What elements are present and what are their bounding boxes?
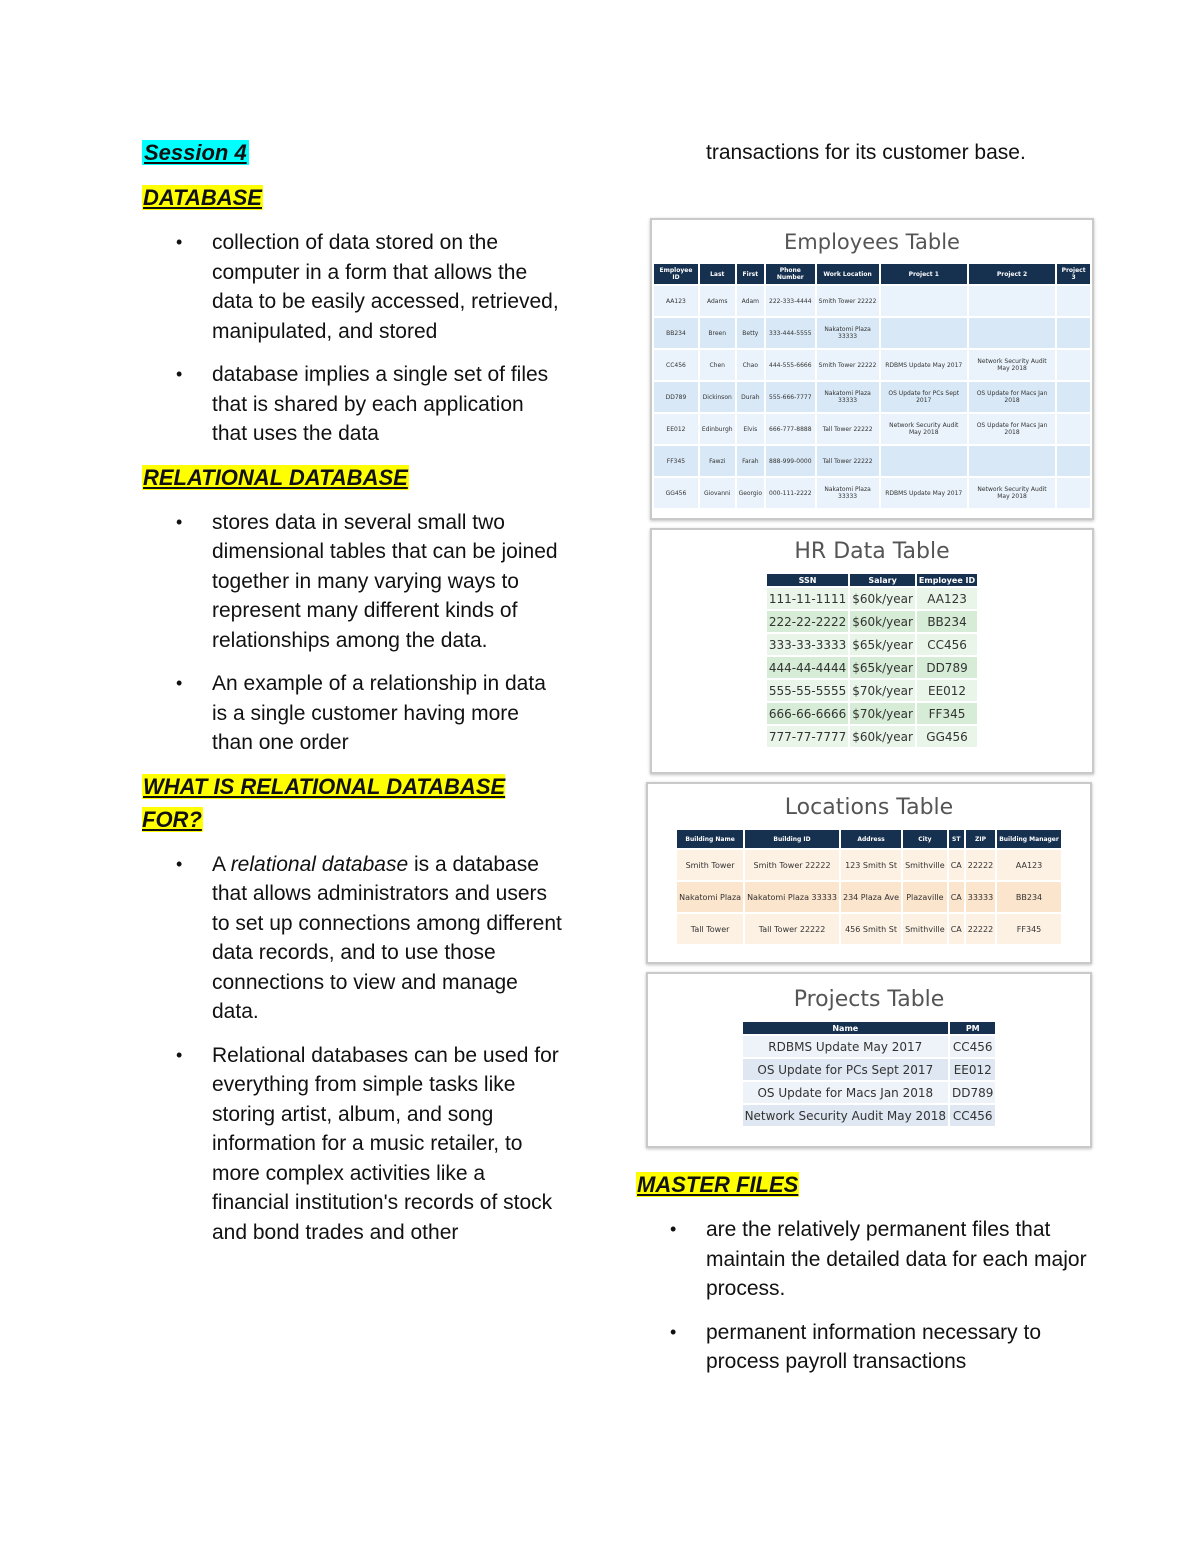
table-cell: 444-555-6666 xyxy=(766,350,814,380)
table-cell: $65k/year xyxy=(850,657,915,678)
figure-title: Projects Table xyxy=(793,987,945,1012)
figure-title: Employees Table xyxy=(784,230,960,254)
table-cell xyxy=(969,286,1055,316)
table-cell: 666-777-8888 xyxy=(766,414,814,444)
table-cell: $65k/year xyxy=(850,634,915,655)
table-cell xyxy=(881,318,967,348)
table-cell: 234 Plaza Ave xyxy=(841,882,901,912)
table-cell: 222-22-2222 xyxy=(767,611,848,632)
table-cell xyxy=(969,446,1055,476)
column-header: ST xyxy=(949,830,964,848)
table-cell: DD789 xyxy=(917,657,977,678)
table-cell: RDBMS Update May 2017 xyxy=(881,478,967,508)
table-cell: AA123 xyxy=(654,286,698,316)
table-cell: 123 Smith St xyxy=(841,850,901,880)
table-cell xyxy=(881,286,967,316)
table-row xyxy=(654,286,1090,316)
table-row xyxy=(654,382,1090,412)
table-row xyxy=(677,914,1061,944)
table-cell: 222-333-4444 xyxy=(766,286,814,316)
table-cell: Fawzi xyxy=(700,446,735,476)
table-cell: $60k/year xyxy=(850,588,915,609)
table-cell: Smithville xyxy=(903,914,947,944)
relational-database-heading: RELATIONAL DATABASE xyxy=(143,464,408,490)
column-header: Building Manager xyxy=(997,830,1061,848)
column-header: Project 1 xyxy=(881,264,967,284)
figure-title: Locations Table xyxy=(784,795,954,820)
table-row xyxy=(654,414,1090,444)
continuation-text: transactions for its customer base. xyxy=(706,141,1026,164)
session-title: Session 4 xyxy=(144,140,247,165)
bullet-item: • stores data in several small two dimensional tables that can be joined together in many varying ways to represent many different kinds of relationships among the data. xyxy=(142,508,562,656)
table-cell: CC456 xyxy=(654,350,698,380)
locations-table xyxy=(675,828,1063,946)
bullet-item: • database implies a single set of files that is shared by each application that uses the data xyxy=(142,360,562,449)
table-row xyxy=(654,446,1090,476)
table-row xyxy=(743,1082,996,1103)
bullet-item: • collection of data stored on the computer in a form that allows the data to be easily accessed, retrieved, manipulated, and stored xyxy=(142,228,562,346)
table-cell: DD789 xyxy=(950,1082,995,1103)
table-cell: OS Update for PCs Sept 2017 xyxy=(743,1059,948,1080)
table-cell xyxy=(1057,318,1090,348)
table-cell: $70k/year xyxy=(850,703,915,724)
table-cell: 333-444-5555 xyxy=(766,318,814,348)
database-heading: DATABASE xyxy=(143,185,262,210)
bullet-item: • are the relatively permanent files that maintain the detailed data for each major process. xyxy=(636,1215,1096,1304)
table-cell xyxy=(1057,414,1090,444)
left-column xyxy=(142,138,562,1261)
locations-table-figure xyxy=(646,782,1092,964)
table-cell: BB234 xyxy=(654,318,698,348)
column-header: Work Location xyxy=(817,264,879,284)
table-cell: CA xyxy=(949,850,964,880)
table-cell: Smith Tower xyxy=(677,850,743,880)
table-cell: 333-33-3333 xyxy=(767,634,848,655)
table-row xyxy=(654,350,1090,380)
table-row xyxy=(654,478,1090,508)
table-cell: Nakatomi Plaza 33333 xyxy=(817,318,879,348)
table-cell: BB234 xyxy=(917,611,977,632)
master-files-heading: MASTER FILES xyxy=(637,1172,799,1197)
table-cell: Giovanni xyxy=(700,478,735,508)
table-cell: CA xyxy=(949,914,964,944)
table-header-row xyxy=(743,1022,996,1034)
table-cell xyxy=(1057,286,1090,316)
table-cell: Nakatomi Plaza 33333 xyxy=(817,478,879,508)
table-cell: FF345 xyxy=(997,914,1061,944)
table-cell xyxy=(1057,382,1090,412)
column-header: Name xyxy=(743,1022,948,1034)
employees-table xyxy=(652,262,1092,510)
table-cell: Durah xyxy=(737,382,765,412)
table-cell: Nakatomi Plaza 33333 xyxy=(817,382,879,412)
table-cell: Farah xyxy=(737,446,765,476)
table-cell: Adam xyxy=(737,286,765,316)
table-cell: 111-11-1111 xyxy=(767,588,848,609)
table-cell: Smith Tower 22222 xyxy=(745,850,839,880)
relational-bullets xyxy=(142,508,562,758)
table-cell: Network Security Audit May 2018 xyxy=(969,350,1055,380)
master-files-bullets xyxy=(636,1215,1096,1377)
table-cell: Betty xyxy=(737,318,765,348)
table-cell: RDBMS Update May 2017 xyxy=(743,1036,948,1057)
table-cell: Tall Tower xyxy=(677,914,743,944)
table-cell: OS Update for Macs Jan 2018 xyxy=(969,414,1055,444)
table-cell: 456 Smith St xyxy=(841,914,901,944)
column-header: Employee ID xyxy=(918,575,976,585)
what-for-bullets xyxy=(142,850,562,1248)
table-cell: $60k/year xyxy=(850,611,915,632)
table-cell xyxy=(1057,446,1090,476)
table-row xyxy=(767,611,977,632)
projects-table xyxy=(741,1020,998,1128)
employees-table-figure xyxy=(650,218,1094,520)
what-is-relational-heading: WHAT IS RELATIONAL DATABASE FOR? xyxy=(142,773,506,832)
table-cell: OS Update for Macs Jan 2018 xyxy=(969,382,1055,412)
column-header: ZIP xyxy=(966,830,995,848)
table-cell: Edinburgh xyxy=(700,414,735,444)
table-cell: Nakatomi Plaza 33333 xyxy=(745,882,839,912)
table-cell: Nakatomi Plaza xyxy=(677,882,743,912)
table-cell: EE012 xyxy=(917,680,977,701)
table-row xyxy=(654,318,1090,348)
table-cell: BB234 xyxy=(997,882,1061,912)
table-cell: EE012 xyxy=(654,414,698,444)
table-cell: Plazaville xyxy=(903,882,947,912)
master-files-section xyxy=(636,1170,1096,1391)
table-cell: CC456 xyxy=(950,1036,995,1057)
emphasis-term: relational database xyxy=(230,852,409,876)
table-row xyxy=(677,882,1061,912)
bullet-item xyxy=(142,850,562,1027)
bullet-text: A xyxy=(212,852,231,876)
column-header: Building Name xyxy=(677,830,743,848)
table-cell: Breen xyxy=(700,318,735,348)
bullet-item: • Relational databases can be used for everything from simple tasks like storing artist, album, and song information for a music retailer, to more complex activities like a financial institution's records of stock and bond trades and other xyxy=(142,1041,562,1248)
column-header: Address xyxy=(841,830,901,848)
column-header: First xyxy=(737,264,765,284)
bullet-item: • An example of a relationship in data is a single customer having more than one order xyxy=(142,669,562,758)
table-cell: 555-666-7777 xyxy=(766,382,814,412)
table-header-row xyxy=(654,264,1090,284)
table-cell: Chao xyxy=(737,350,765,380)
column-header: Building ID xyxy=(745,830,839,848)
column-header: SSN xyxy=(767,574,848,586)
table-cell xyxy=(1057,350,1090,380)
column-header: Salary xyxy=(850,574,915,586)
hr-data-table-figure xyxy=(650,528,1094,774)
table-cell: CC456 xyxy=(950,1105,995,1126)
table-cell: OS Update for PCs Sept 2017 xyxy=(881,382,967,412)
table-row xyxy=(743,1059,996,1080)
table-cell: 444-44-4444 xyxy=(767,657,848,678)
table-cell: 000-111-2222 xyxy=(766,478,814,508)
projects-table-figure xyxy=(646,972,1092,1148)
column-header: PM xyxy=(950,1022,995,1034)
database-bullets xyxy=(142,228,562,449)
table-row xyxy=(677,850,1061,880)
table-cell: Network Security Audit May 2018 xyxy=(881,414,967,444)
table-cell: Tall Tower 22222 xyxy=(745,914,839,944)
table-cell: Tall Tower 22222 xyxy=(817,446,879,476)
table-cell: RDBMS Update May 2017 xyxy=(881,350,967,380)
table-cell: FF345 xyxy=(654,446,698,476)
table-cell: CA xyxy=(949,882,964,912)
table-cell: 22222 xyxy=(966,914,995,944)
table-row xyxy=(743,1105,996,1126)
table-cell: 888-999-0000 xyxy=(766,446,814,476)
table-cell: AA123 xyxy=(997,850,1061,880)
table-cell: CC456 xyxy=(917,634,977,655)
table-cell: $70k/year xyxy=(850,680,915,701)
right-column xyxy=(636,138,1096,186)
table-cell: OS Update for Macs Jan 2018 xyxy=(743,1082,948,1103)
table-row xyxy=(743,1036,996,1057)
table-cell: Dickinson xyxy=(700,382,735,412)
table-cell xyxy=(1057,478,1090,508)
table-cell: Chen xyxy=(700,350,735,380)
column-header: Project 2 xyxy=(969,264,1055,284)
table-row xyxy=(767,657,977,678)
table-cell: GG456 xyxy=(917,726,977,747)
table-row xyxy=(767,680,977,701)
hr-data-table xyxy=(765,572,979,749)
table-header-row xyxy=(767,574,977,586)
bullet-item: • permanent information necessary to process payroll transactions xyxy=(636,1318,1096,1377)
table-cell: $60k/year xyxy=(850,726,915,747)
table-row xyxy=(767,703,977,724)
table-cell: Adams xyxy=(700,286,735,316)
table-cell: Smith Tower 22222 xyxy=(817,286,879,316)
figure-title: HR Data Table xyxy=(794,539,950,564)
column-header: Phone Number xyxy=(766,264,814,284)
table-row xyxy=(767,588,977,609)
column-header: Employee ID xyxy=(654,264,698,284)
table-header-row xyxy=(677,830,1061,848)
table-cell: 555-55-5555 xyxy=(767,680,848,701)
table-cell xyxy=(881,446,967,476)
table-cell: FF345 xyxy=(917,703,977,724)
table-cell: EE012 xyxy=(950,1059,995,1080)
table-cell: 33333 xyxy=(966,882,995,912)
column-header: Last xyxy=(700,264,735,284)
table-cell: 22222 xyxy=(966,850,995,880)
table-cell: Network Security Audit May 2018 xyxy=(743,1105,948,1126)
table-cell: 666-66-6666 xyxy=(767,703,848,724)
table-row xyxy=(767,634,977,655)
column-header: Project 3 xyxy=(1057,264,1090,284)
table-cell: Elvis xyxy=(737,414,765,444)
table-cell: Network Security Audit May 2018 xyxy=(969,478,1055,508)
table-cell: Smithville xyxy=(903,850,947,880)
table-row xyxy=(767,726,977,747)
table-cell: Smith Tower 22222 xyxy=(817,350,879,380)
table-cell: GG456 xyxy=(654,478,698,508)
table-cell xyxy=(969,318,1055,348)
table-cell: 777-77-7777 xyxy=(767,726,848,747)
bullet-text: is a database that allows administrators and users to set up connections among different data records, and to use those connections to view and manage data. xyxy=(212,852,562,1023)
column-header: City xyxy=(903,830,947,848)
table-cell: Georgio xyxy=(737,478,765,508)
table-cell: AA123 xyxy=(917,588,977,609)
table-cell: DD789 xyxy=(654,382,698,412)
table-cell: Tall Tower 22222 xyxy=(817,414,879,444)
